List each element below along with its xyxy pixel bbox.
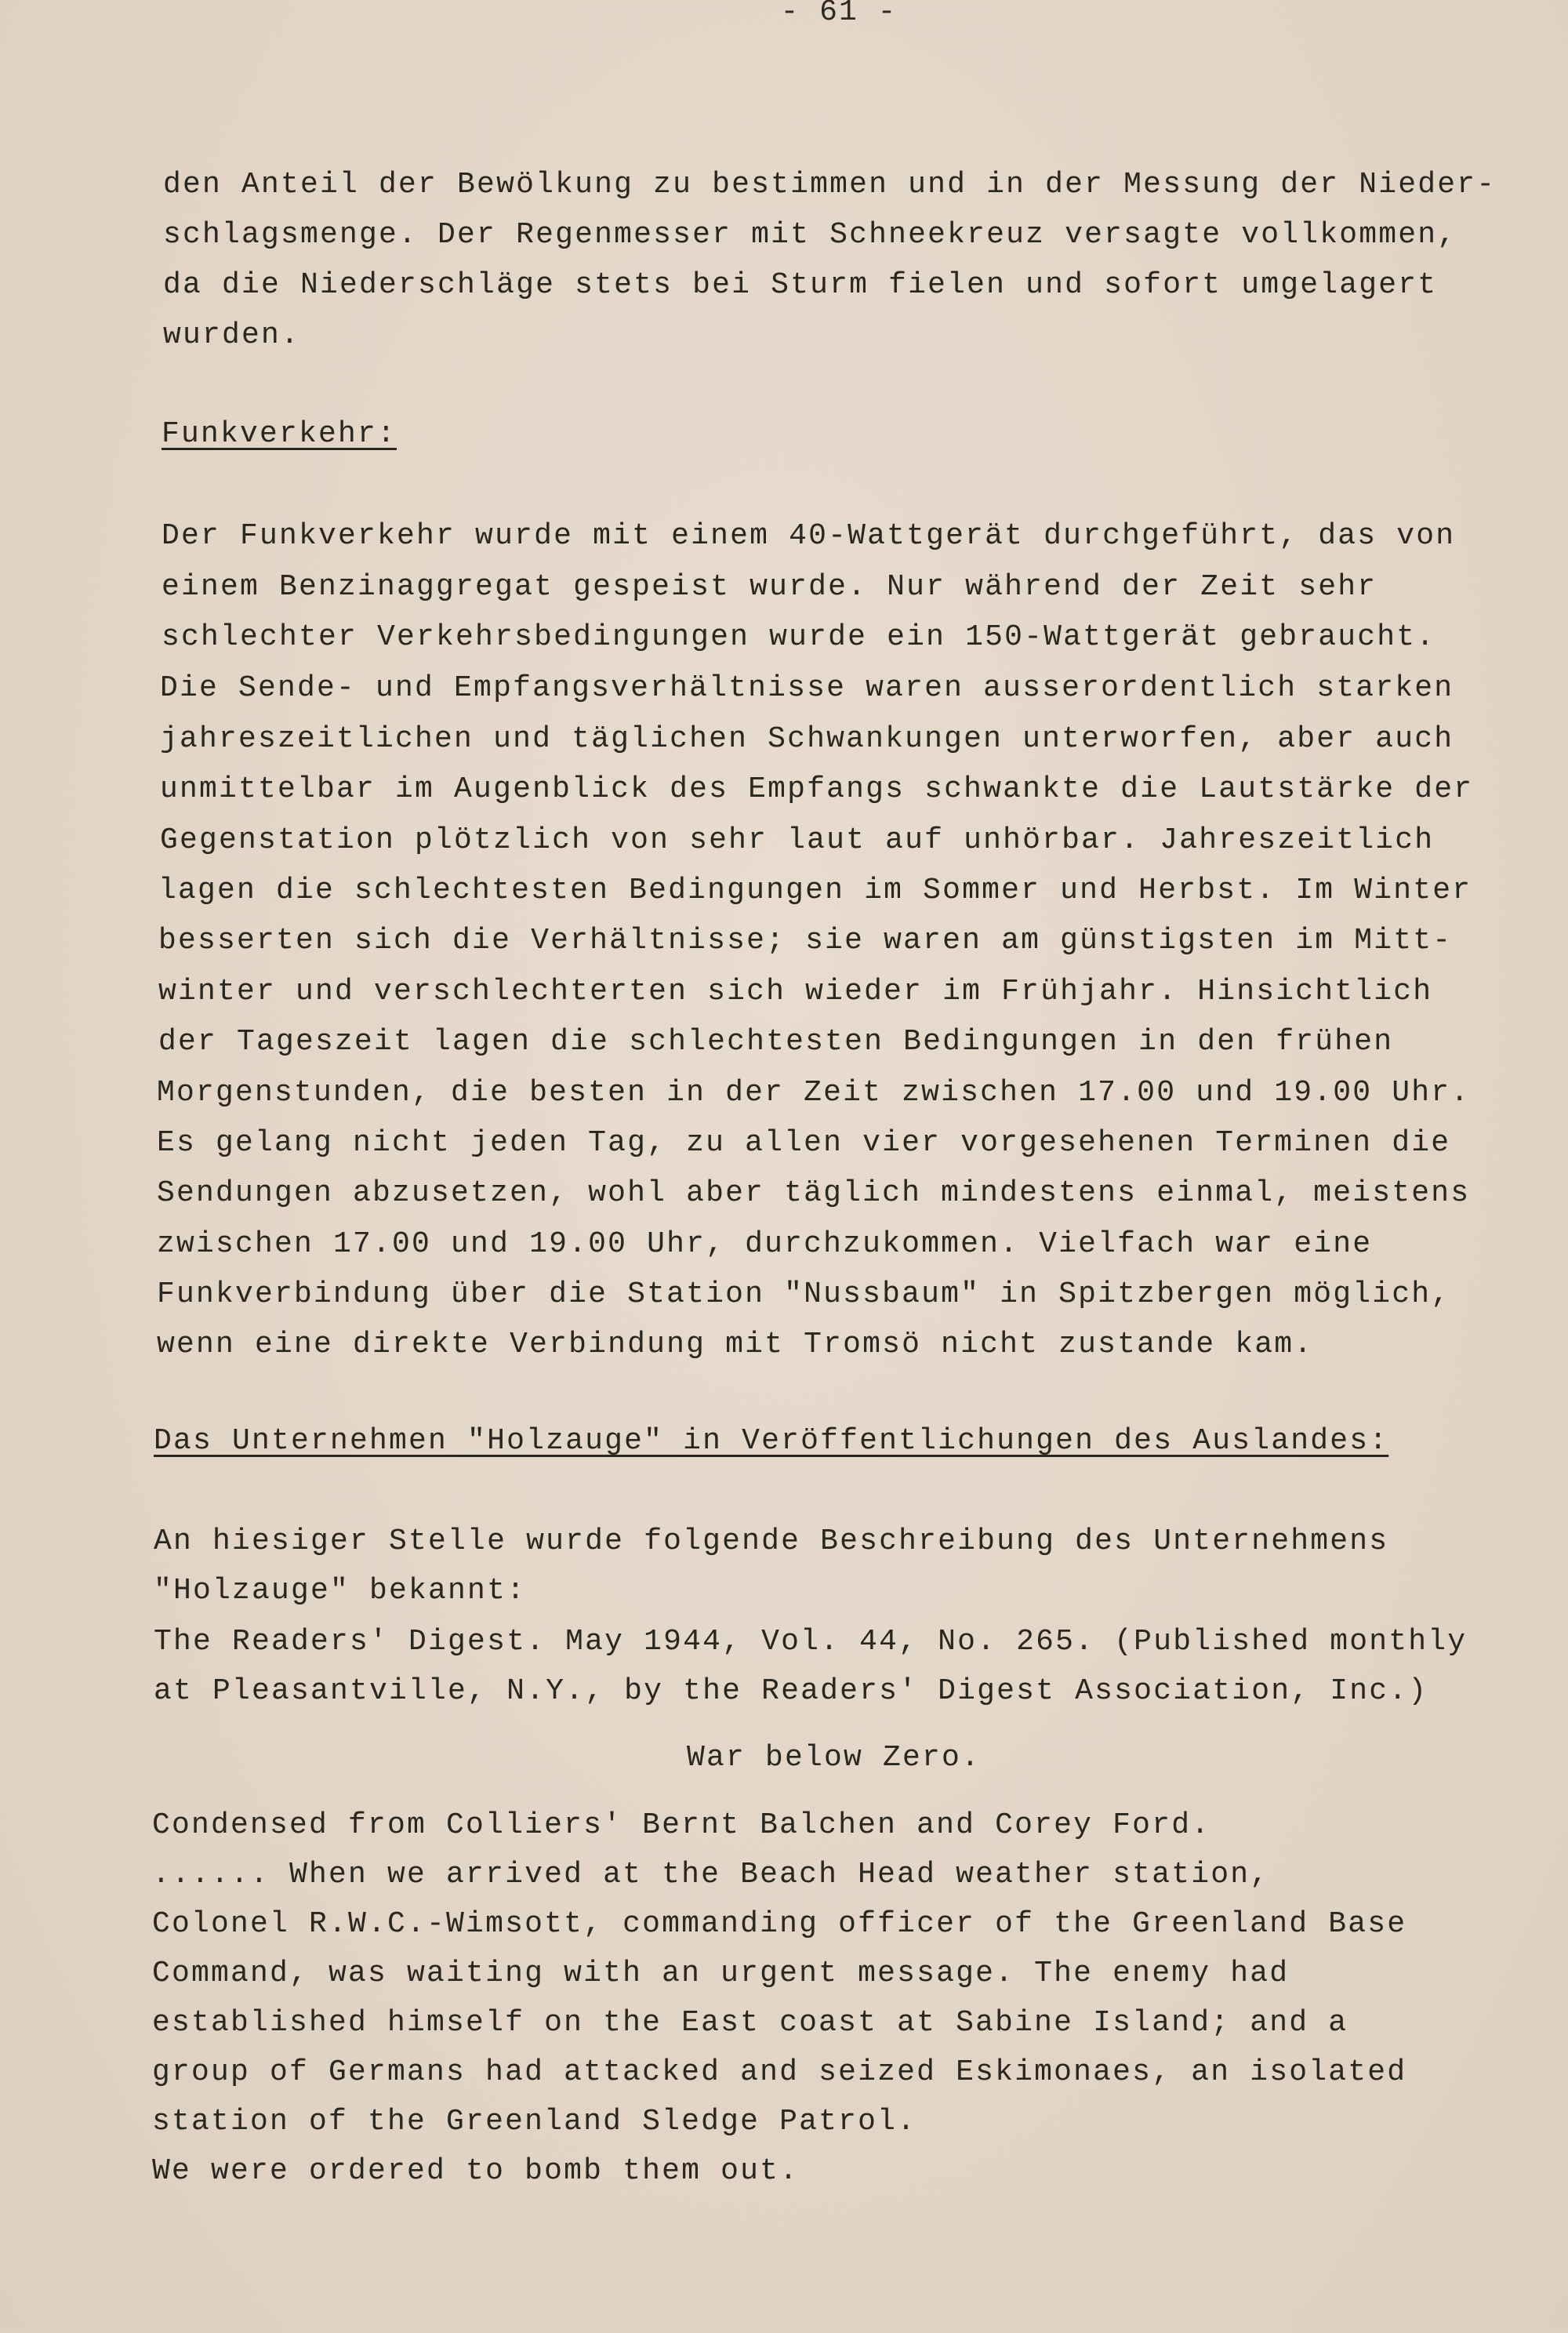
- text-line: The Readers' Digest. May 1944, Vol. 44, No. 265. (Published monthly: [154, 1625, 1468, 1659]
- text-line: lagen die schlechtesten Bedingungen im Sommer und Herbst. Im Winter: [158, 874, 1472, 907]
- text-line: schlechter Verkehrsbedingungen wurde ein 150-Wattgerät gebraucht.: [162, 620, 1436, 654]
- text-line: at Pleasantville, N.Y., by the Readers' Digest Association, Inc.): [154, 1674, 1428, 1708]
- text-line: winter und verschlechterten sich wieder im Frühjahr. Hinsichtlich: [158, 975, 1433, 1008]
- article-title: War below Zero.: [687, 1741, 982, 1775]
- text-line: Command, was waiting with an urgent message. The enemy had: [152, 1957, 1290, 1990]
- text-line: schlagsmenge. Der Regenmesser mit Schneekreuz versagte vollkommen,: [163, 218, 1457, 252]
- section-heading-holzauge: Das Unternehmen "Holzauge" in Veröffentlichungen des Auslandes:: [154, 1424, 1389, 1458]
- section-heading-funkverkehr: Funkverkehr:: [162, 417, 397, 451]
- text-line: jahreszeitlichen und täglichen Schwankungen unterworfen, aber auch: [160, 722, 1454, 756]
- text-line: Colonel R.W.C.-Wimsott, commanding officer of the Greenland Base: [152, 1907, 1407, 1941]
- text-line: wenn eine direkte Verbindung mit Tromsö nicht zustande kam.: [157, 1328, 1314, 1361]
- text-line: An hiesiger Stelle wurde folgende Beschreibung des Unternehmens: [154, 1524, 1389, 1558]
- text-line: Der Funkverkehr wurde mit einem 40-Wattgerät durchgeführt, das von: [162, 519, 1456, 553]
- text-line: besserten sich die Verhältnisse; sie waren am günstigsten im Mitt-: [158, 924, 1453, 958]
- text-line: einem Benzinaggregat gespeist wurde. Nur während der Zeit sehr: [162, 570, 1377, 604]
- text-line: Funkverbindung über die Station "Nussbaum" in Spitzbergen möglich,: [157, 1277, 1451, 1311]
- text-line: Es gelang nicht jeden Tag, zu allen vier vorgesehenen Terminen die: [157, 1126, 1451, 1160]
- text-line: station of the Greenland Sledge Patrol.: [152, 2105, 917, 2139]
- text-line: ...... When we arrived at the Beach Head weather station,: [152, 1858, 1270, 1891]
- text-line: "Holzauge" bekannt:: [154, 1574, 527, 1608]
- text-line: Morgenstunden, die besten in der Zeit zwischen 17.00 und 19.00 Uhr.: [157, 1076, 1471, 1110]
- text-line: Gegenstation plötzlich von sehr laut auf unhörbar. Jahreszeitlich: [160, 823, 1435, 857]
- text-line: wurden.: [163, 318, 301, 352]
- text-line: zwischen 17.00 und 19.00 Uhr, durchzukommen. Vielfach war eine: [157, 1227, 1373, 1261]
- text-line: unmittelbar im Augenblick des Empfangs schwankte die Lautstärke der: [160, 772, 1474, 806]
- text-line: der Tageszeit lagen die schlechtesten Bedingungen in den frühen: [158, 1025, 1394, 1059]
- text-line: Condensed from Colliers' Bernt Balchen and Corey Ford.: [152, 1808, 1211, 1842]
- text-line: Die Sende- und Empfangsverhältnisse waren ausserordentlich starken: [160, 671, 1454, 705]
- text-line: We were ordered to bomb them out.: [152, 2154, 800, 2188]
- text-line: Sendungen abzusetzen, wohl aber täglich mindestens einmal, meistens: [157, 1176, 1471, 1210]
- text-line: da die Niederschläge stets bei Sturm fielen und sofort umgelagert: [163, 268, 1438, 302]
- text-line: group of Germans had attacked and seized Eskimonaes, an isolated: [152, 2055, 1407, 2089]
- page-number: - 61 -: [780, 0, 898, 29]
- text-line: established himself on the East coast at Sabine Island; and a: [152, 2006, 1348, 2040]
- text-line: den Anteil der Bewölkung zu bestimmen und in der Messung der Nieder-: [163, 168, 1497, 202]
